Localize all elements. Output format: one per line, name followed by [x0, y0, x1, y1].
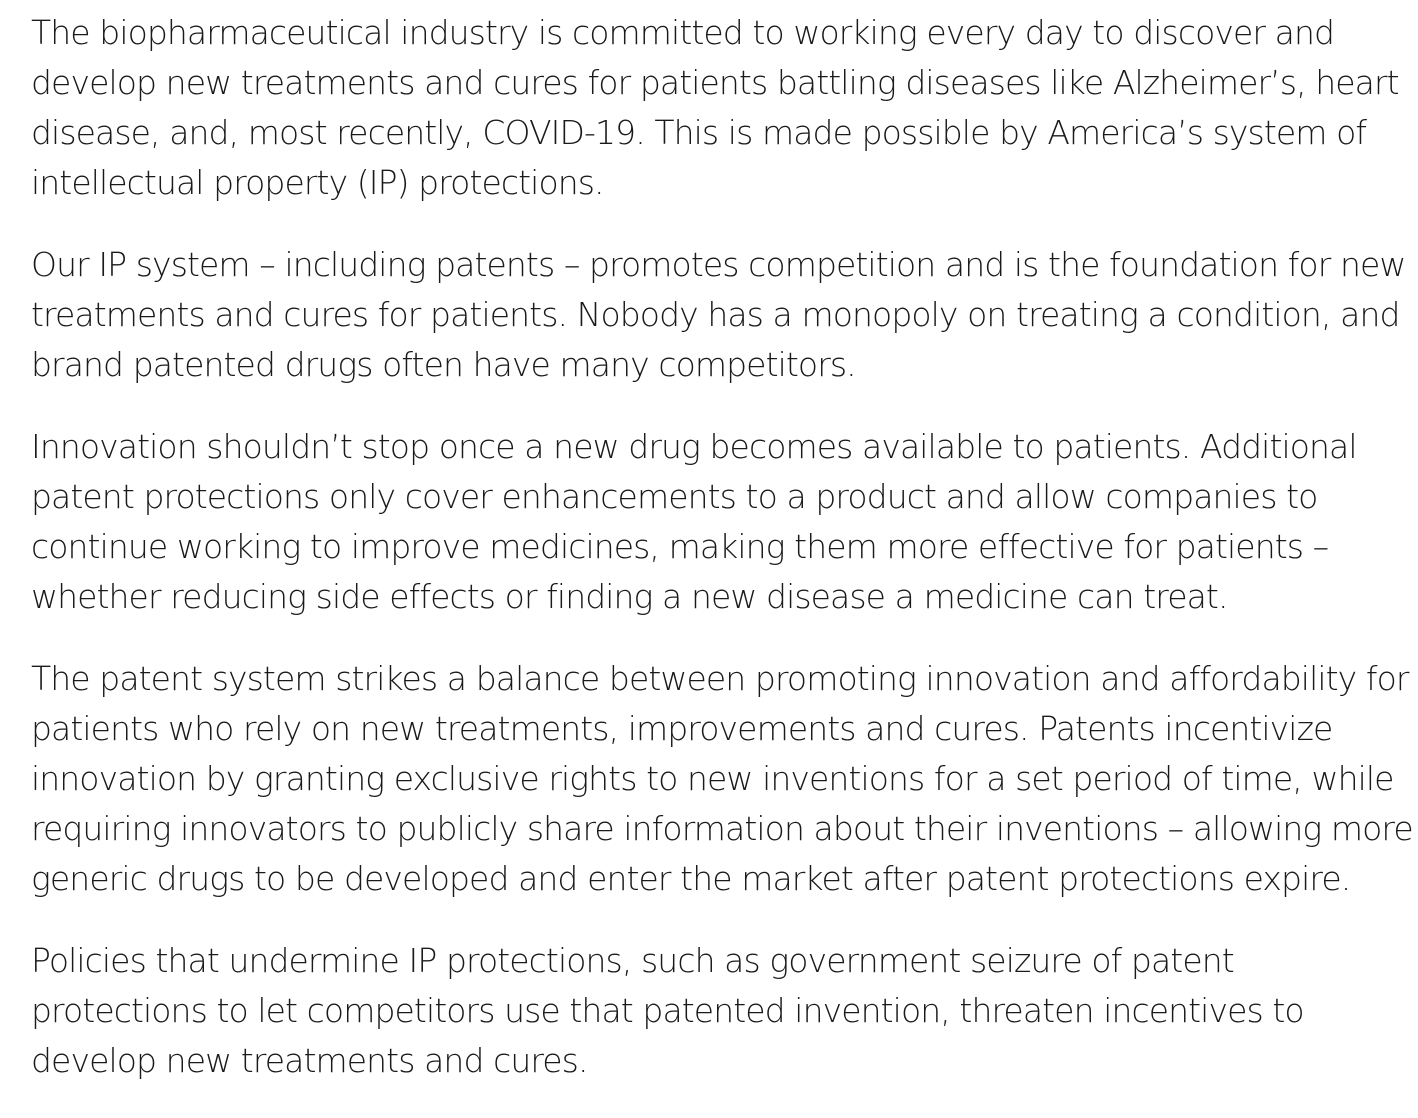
paragraph-innovation: Innovation shouldn’t stop once a new drug becomes available to patients. Additional patent protections only cover enhancements to a product and allow companies to continue working to improve medicines, making them more effective for patients – whether reducing side effects or finding a new disease a medicine can treat.: [31, 427, 1357, 616]
article-body: [31, 8, 1416, 1118]
paragraph-policies: Policies that undermine IP protections, such as government seizure of patent protections to let competitors use that patented invention, threaten incentives to develop new treatments and cures.: [31, 941, 1304, 1080]
paragraph-ip-system: Our IP system – including patents – promotes competition and is the foundation for new treatments and cures for patients. Nobody has a monopoly on treating a condition, and brand patented drugs often have many competitors.: [31, 245, 1406, 384]
paragraph-patent-balance: The patent system strikes a balance between promoting innovation and affordability for patients who rely on new treatments, improvements and cures. Patents incentivize innovation by granting exclusive rights to new inventions for a set period of time, while requiring innovators to publicly share information about their inventions – allowing more generic drugs to be developed and enter the market after patent protections expire.: [31, 659, 1413, 898]
paragraph-intro: The biopharmaceutical industry is committed to working every day to discover and develop new treatments and cures for patients battling diseases like Alzheimer’s, heart disease, and, most recently, COVID-19. This is made possible by America’s system of intellectual property (IP) protections.: [31, 13, 1399, 202]
